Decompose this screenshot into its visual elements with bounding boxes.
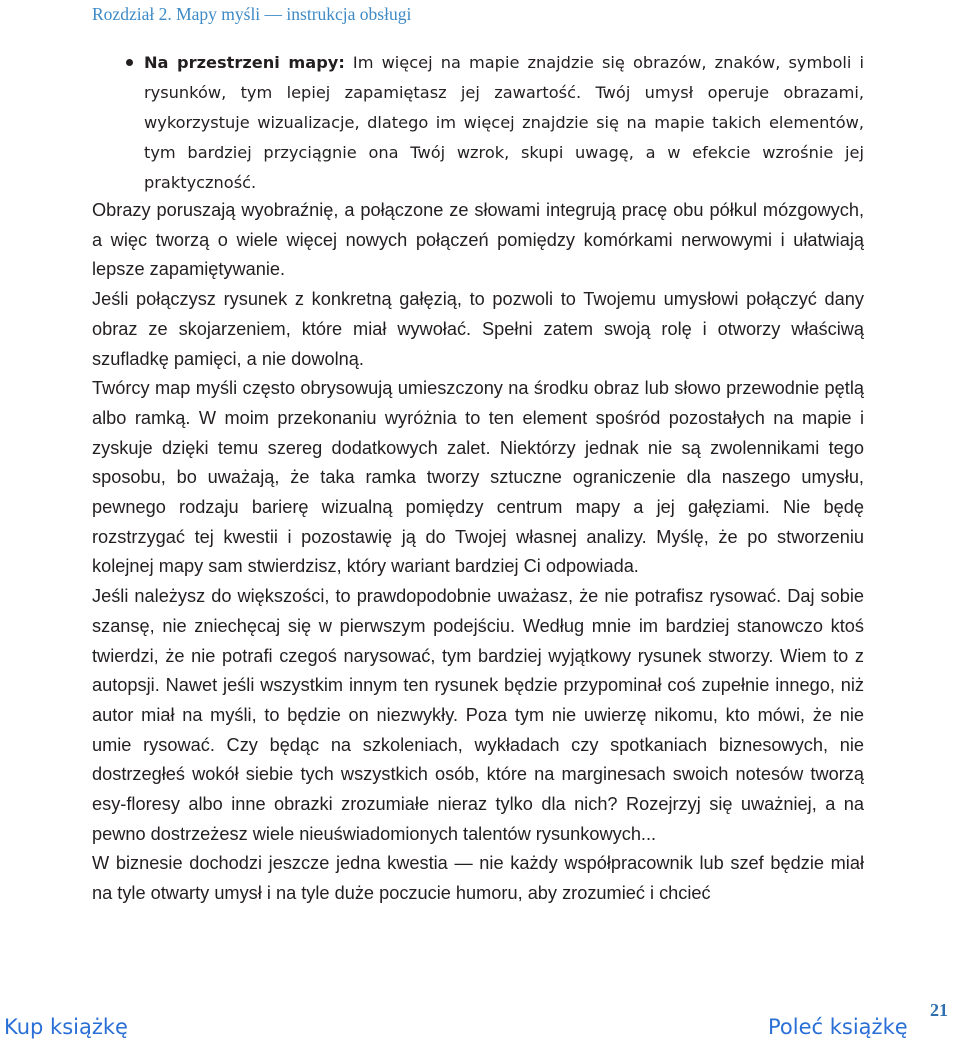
bullet-text: Im więcej na mapie znajdzie się obrazów, znaków, symboli i rysunków, tym lepiej zapamiętasz jej zawartość. Twój umysł operuje obrazami, wykorzystuje wizualizacje, dlatego im więcej znajdzie się na mapie takich elementów, tym bardziej przyciągnie ona Twój wzrok, skupi uwagę, a w efekcie wzrośnie jej praktyczność. <box>144 53 864 192</box>
bullet-lead: Na przestrzeni mapy: <box>144 53 345 72</box>
recommend-book-link[interactable]: Poleć książkę <box>768 1015 908 1039</box>
bullet-item <box>144 48 864 198</box>
bullet-marker <box>126 59 133 66</box>
body-text <box>92 196 864 909</box>
paragraph: Twórcy map myśli często obrysowują umieszczony na środku obraz lub słowo przewodnie pętlą albo ramką. W moim przekonaniu wyróżnia to ten element spośród pozostałych na mapie i zyskuje dzięki temu szereg dodatkowych zalet. Niektórzy jednak nie są zwolennikami tego sposobu, bo uważają, że taka ramka tworzy sztuczne ograniczenie dla naszego umysłu, pewnego rodzaju barierę wizualną pomiędzy centrum mapy a jej gałęziami. Nie będę rozstrzygać tej kwestii i pozostawię ją do Twojej własnej analizy. Myślę, że po stworzeniu kolejnej mapy sam stwierdzisz, który wariant bardziej Ci odpowiada. <box>92 378 864 577</box>
paragraph: Jeśli połączysz rysunek z konkretną gałęzią, to pozwoli to Twojemu umysłowi połączyć dany obraz ze skojarzeniem, które miał wywołać. Spełni zatem swoją rolę i otworzy właściwą szufladkę pamięci, a nie dowolną. <box>92 289 864 369</box>
buy-book-link[interactable]: Kup książkę <box>4 1015 128 1039</box>
paragraph: W biznesie dochodzi jeszcze jedna kwestia — nie każdy współpracownik lub szef będzie miał na tyle otwarty umysł i na tyle duże poczucie humoru, aby zrozumieć i chcieć <box>92 853 864 904</box>
paragraph: Obrazy poruszają wyobraźnię, a połączone ze słowami integrują pracę obu półkul mózgowych, a więc tworzą o wiele więcej nowych połączeń pomiędzy komórkami nerwowymi i ułatwiają lepsze zapamiętywanie. <box>92 200 864 280</box>
paragraph: Jeśli należysz do większości, to prawdopodobnie uważasz, że nie potrafisz rysować. Daj sobie szansę, nie zniechęcaj się w pierwszym podejściu. Według mnie im bardziej stanowczo ktoś twierdzi, że nie potrafi czegoś narysować, tym bardziej wyjątkowy rysunek stworzy. Wiem to z autopsji. Nawet jeśli wszystkim innym ten rysunek będzie przypominał coś zupełnie innego, niż autor miał na myśli, to będzie on niezwykły. Poza tym nie uwierzę nikomu, kto mówi, że nie umie rysować. Czy będąc na szkoleniach, wykładach czy spotkaniach biznesowych, nie dostrzegłeś wokół siebie tych wszystkich osób, które na marginesach swoich notesów tworzą esy-floresy albo inne obrazki zrozumiałe nieraz tylko dla nich? Rozejrzyj się uważniej, a na pewno dostrzeżesz wiele nieuświadomionych talentów rysunkowych... <box>92 586 864 844</box>
page-number: 21 <box>930 1000 948 1020</box>
running-title: Rozdział 2. Mapy myśli — instrukcja obsługi <box>92 4 412 24</box>
